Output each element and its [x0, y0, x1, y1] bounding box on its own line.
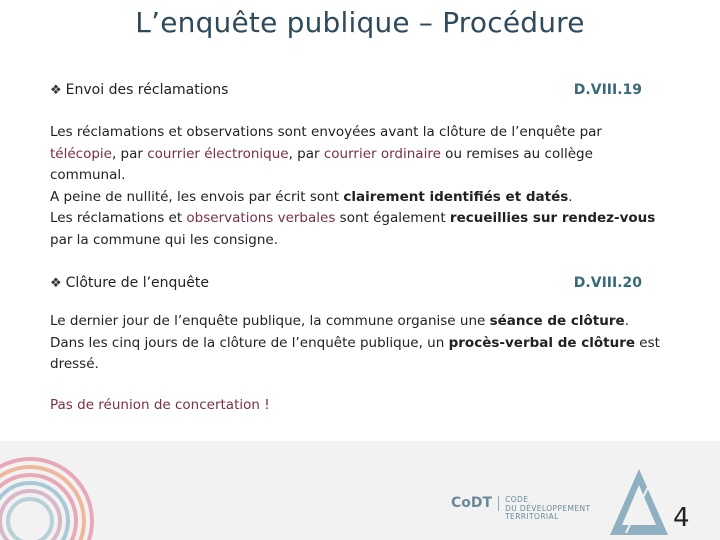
article-reference: D.VIII.19	[573, 82, 642, 98]
article-reference: D.VIII.20	[573, 275, 642, 291]
paragraph-envoi: Les réclamations et observations sont envoyées avant la clôture de l’enquête par télécopie, par courrier électronique, par courrier ordinaire ou remises au collège communal. A peine de nullité, les envois par écrit sont clairement identifiés et datés. Les réclamations et observations verbales sont également recueillies sur rendez-vous par la commune qui les consigne.	[50, 124, 656, 248]
codt-logo-mark: CoDT	[451, 496, 499, 511]
paragraph-cloture: Le dernier jour de l’enquête publique, la commune organise une séance de clôture. Dans les cinq jours de la clôture de l’enquête publique, un procès-verbal de clôture est dressé.	[50, 313, 660, 372]
slide-title: L’enquête publique – Procédure	[135, 6, 585, 39]
section-heading: Envoi des réclamations	[65, 82, 229, 98]
decorative-rings-icon	[0, 441, 120, 540]
emphasis-rendez-vous: recueillies sur rendez-vous	[449, 210, 656, 226]
footer-band	[0, 441, 720, 540]
highlight-courrier-ordinaire: courrier ordinaire	[323, 145, 441, 162]
codt-logo-text: CODE DU DÉVELOPPEMENT TERRITORIAL	[505, 495, 591, 521]
diamond-bullet-icon: ❖	[50, 275, 62, 291]
highlight-observations-verbales: observations verbales	[186, 210, 336, 226]
section-envoi-header	[50, 82, 642, 98]
warning-text: Pas de réunion de concertation !	[50, 397, 270, 413]
codt-logo	[451, 496, 591, 522]
section-heading: Clôture de l’enquête	[65, 275, 210, 291]
highlight-courrier-electronique: courrier électronique	[147, 145, 289, 162]
triangle-emblem-icon	[608, 467, 670, 537]
page-number: 4	[673, 503, 690, 533]
emphasis-proces-verbal: procès-verbal de clôture	[448, 334, 636, 351]
emphasis-identifies-dates: clairement identifiés et datés	[343, 188, 569, 205]
highlight-telecopie: télécopie	[50, 145, 112, 162]
diamond-bullet-icon: ❖	[50, 82, 62, 98]
emphasis-seance-cloture: séance de clôture	[489, 313, 625, 329]
section-cloture-header	[50, 275, 642, 291]
